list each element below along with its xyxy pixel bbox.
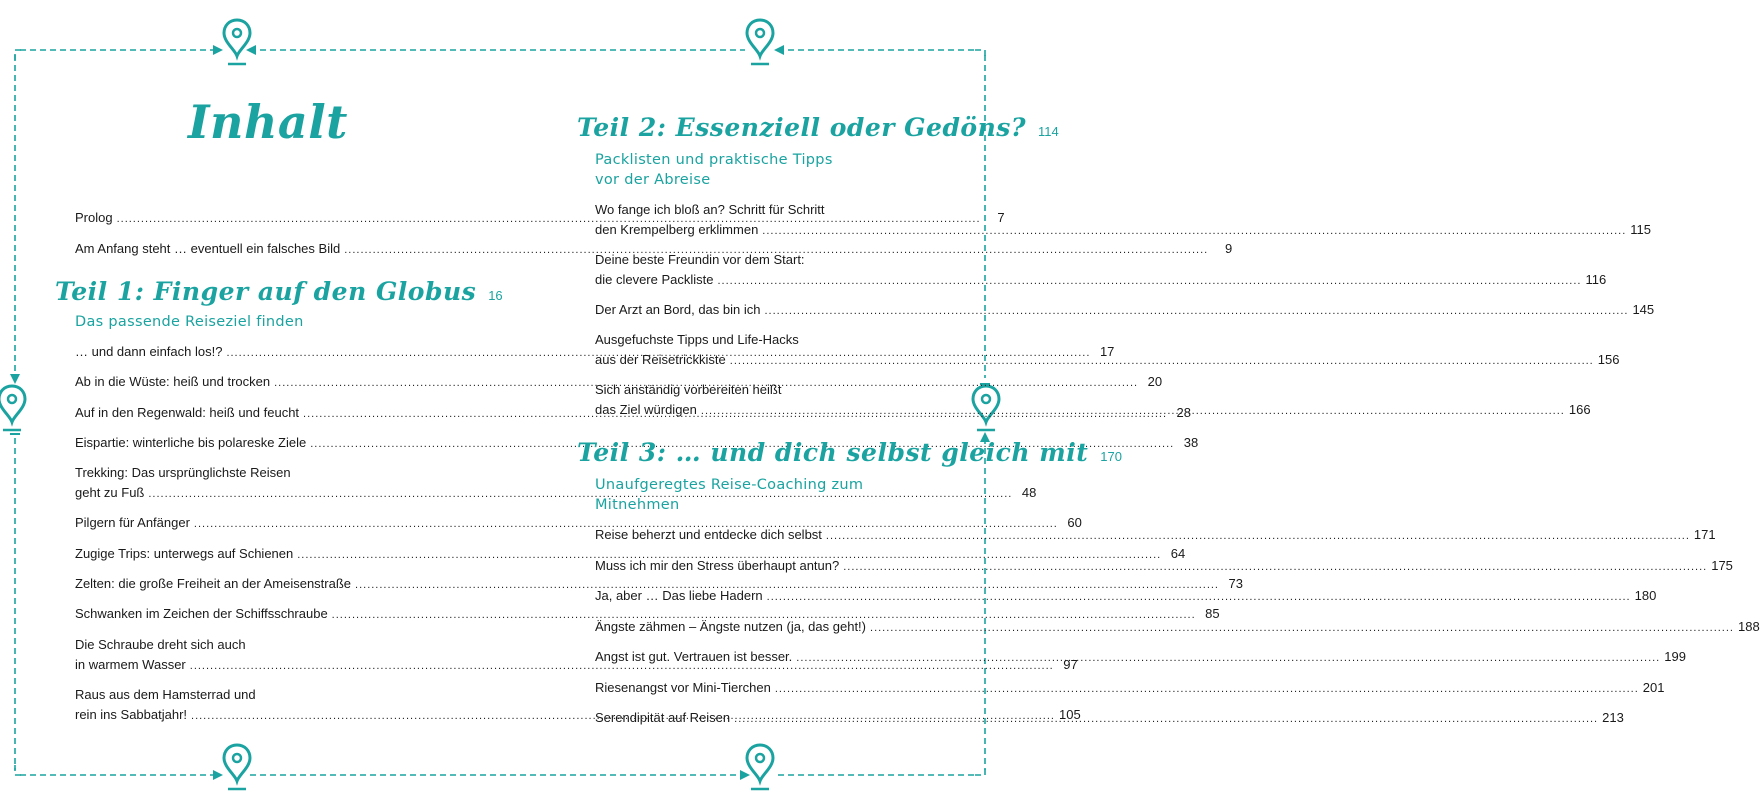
subtitle-line: vor der Abreise (595, 172, 711, 188)
entry-page-number: 116 (1585, 272, 1607, 287)
entry-title-line: Ausgefuchste Tipps und Life-Hacks (595, 332, 799, 347)
entry-title: Muss ich mir den Stress überhaupt antun? (595, 557, 840, 573)
entry-title: Ängste zähmen – Ängste nutzen (ja, das geht!) (595, 618, 867, 634)
entry-title: Ab in die Wüste: heiß und trocken (75, 374, 271, 390)
entry-last-line (595, 617, 1760, 638)
leader-dots (767, 587, 1631, 607)
toc-entry (595, 617, 1760, 638)
entry-page-number: 171 (1693, 527, 1716, 542)
subtitle-line: Packlisten und praktische Tipps (595, 152, 833, 168)
entry-page-number: 7 (997, 210, 1005, 225)
toc-entry (75, 513, 1082, 534)
toc-entry (595, 200, 1651, 241)
entry-page-number: 105 (1058, 706, 1081, 722)
entry-page-number: 17 (1099, 344, 1115, 359)
toc-entry (75, 574, 1243, 595)
part-title: Teil 3: … und dich selbst gleich mit (577, 438, 1089, 467)
leader-dots (796, 648, 1660, 668)
entry-page-number: 48 (1021, 485, 1037, 501)
entry-title-line: Wo fange ich bloß an? Schritt für Schritt (595, 202, 825, 217)
entry-title-line: Deine beste Freundin vor dem Start: (595, 252, 805, 267)
subtitle-line: Unaufgeregtes Reise-Coaching zum (595, 477, 864, 493)
entry-title-line: Raus aus dem Hamsterrad und (75, 686, 256, 702)
part-subtitle (595, 475, 942, 515)
entry-title: rein ins Sabbatjahr! (75, 706, 188, 722)
entry-title: Prolog (75, 210, 113, 225)
entry-last-line (75, 604, 1220, 625)
entry-page-number: 201 (1642, 679, 1665, 695)
toc-entry (595, 525, 1716, 546)
entry-page-number: 38 (1183, 434, 1199, 450)
part-page-number: 114 (1038, 124, 1059, 139)
leader-dots (764, 301, 1628, 321)
page-title: Inhalt (188, 95, 348, 149)
entry-title: geht zu Fuß (75, 485, 145, 501)
entry-last-line (595, 270, 1607, 291)
toc-entry (595, 556, 1733, 577)
entry-title: Angst ist gut. Vertrauen ist besser. (595, 649, 793, 664)
entry-page-number: 145 (1632, 302, 1655, 317)
entry-last-line (75, 574, 1243, 595)
toc-entry (595, 678, 1665, 699)
entry-page-number: 115 (1630, 222, 1651, 237)
entry-page-number: 199 (1664, 649, 1686, 664)
leader-dots (843, 557, 1707, 577)
part-1-heading (55, 274, 503, 310)
leader-dots (730, 351, 1594, 371)
entry-last-line (595, 678, 1665, 699)
entry-page-number: 64 (1170, 545, 1186, 561)
entry-title: Reise beherzt und entdecke dich selbst (595, 527, 822, 542)
entry-page-number: 28 (1176, 404, 1192, 420)
entry-title: Auf in den Regenwald: heiß und feucht (75, 404, 300, 420)
entry-title: Riesenangst vor Mini-Tierchen (595, 679, 771, 695)
entry-title: das Ziel würdigen (595, 402, 697, 417)
entry-page-number: 9 (1224, 241, 1233, 256)
entry-title: … und dann einfach los!? (75, 344, 223, 359)
part-3-heading (577, 435, 1122, 471)
entry-title: Schwanken im Zeichen der Schiffsschraube (75, 606, 328, 622)
entry-last-line (595, 300, 1655, 321)
entry-last-line (75, 513, 1082, 534)
part-page-number: 16 (488, 288, 503, 303)
entry-title: Am Anfang steht … eventuell ein falsches Bild (75, 241, 341, 256)
subtitle-line: Mitnehmen (595, 497, 680, 513)
part-title: Teil 1: Finger auf den Globus (55, 277, 477, 306)
entry-title: aus der Reisetrickkiste (595, 352, 726, 367)
leader-dots (718, 271, 1582, 291)
part-subtitle: Das passende Reiseziel finden (75, 314, 304, 330)
leader-dots (701, 401, 1565, 421)
entry-page-number: 166 (1568, 402, 1591, 417)
entry-page-number: 156 (1597, 352, 1620, 367)
entry-page-number: 20 (1147, 374, 1163, 390)
entry-title: Zelten: die große Freiheit an der Ameisenstraße (75, 576, 352, 592)
entry-title: die clevere Packliste (595, 272, 714, 287)
entry-page-number: 180 (1634, 588, 1657, 603)
leader-dots (870, 618, 1734, 638)
entry-title: Der Arzt an Bord, das bin ich (595, 302, 761, 317)
entry-title: Eispartie: winterliche bis polareske Ziele (75, 434, 307, 450)
entry-page-number: 175 (1711, 557, 1733, 573)
entry-title-line: Sich anständig vorbereiten heißt (595, 382, 782, 397)
entry-page-number: 60 (1067, 515, 1082, 531)
entry-title-line: Trekking: Das ursprünglichste Reisen (75, 465, 291, 481)
part-subtitle (595, 150, 942, 190)
entry-title: in warmem Wasser (75, 656, 186, 672)
entry-page-number: 73 (1228, 576, 1243, 592)
entry-last-line (595, 586, 1657, 607)
entry-page-number: 213 (1602, 710, 1624, 725)
entry-title: Zugige Trips: unterwegs auf Schienen (75, 545, 294, 561)
part-page-number: 170 (1100, 449, 1122, 464)
toc-entry (75, 604, 1220, 625)
leader-dots (762, 221, 1626, 241)
entry-title: Pilgern für Anfänger (75, 515, 190, 531)
entry-title: Ja, aber … Das liebe Hadern (595, 588, 763, 603)
entry-title-line: Die Schraube dreht sich auch (75, 636, 246, 652)
leader-dots (734, 709, 1598, 729)
toc-entry (595, 300, 1655, 321)
toc-entry (595, 586, 1657, 607)
part-title: Teil 2: Essenziell oder Gedöns? (577, 113, 1026, 142)
entry-last-line (595, 556, 1733, 577)
part-2-heading (577, 110, 1059, 146)
entry-page-number: 97 (1063, 656, 1078, 672)
entry-title: den Krempelberg erklimmen (595, 222, 759, 237)
leader-dots (775, 679, 1639, 699)
entry-title: Serendipität auf Reisen (595, 710, 731, 725)
leader-dots (826, 526, 1690, 546)
entry-last-line (595, 525, 1716, 546)
entry-page-number: 188 (1737, 618, 1760, 634)
entry-last-line (595, 220, 1651, 241)
entry-page-number: 85 (1205, 606, 1220, 622)
toc-entry (595, 250, 1607, 291)
